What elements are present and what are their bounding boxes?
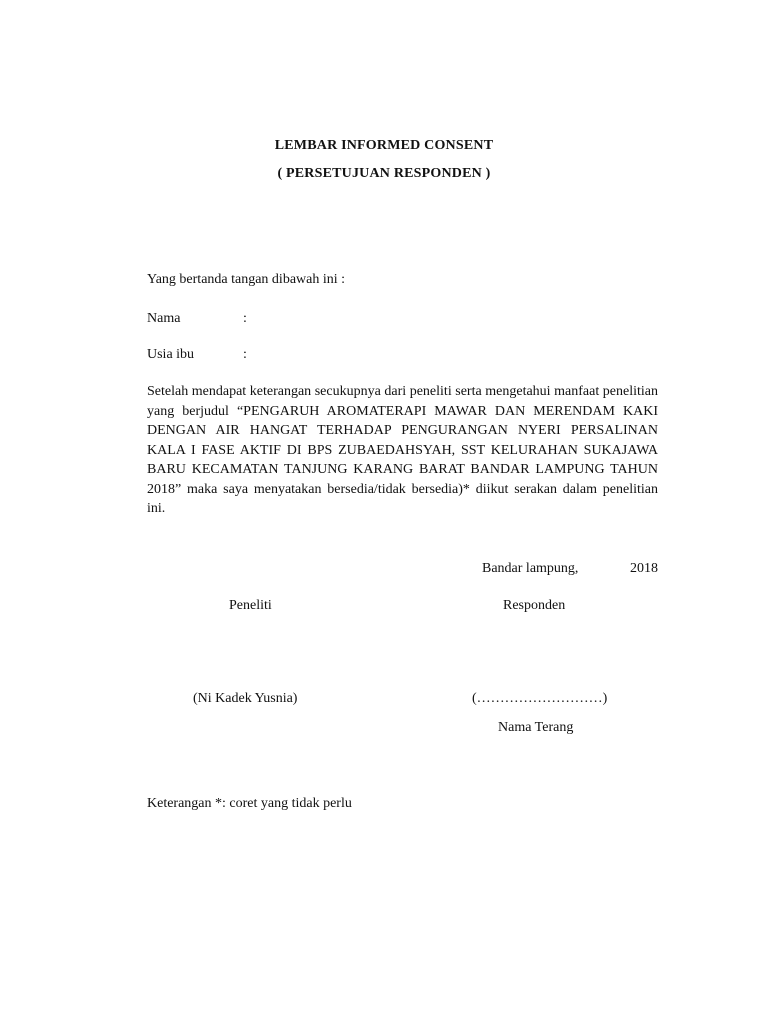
- consent-statement: Setelah mendapat keterangan secukupnya dari peneliti serta mengetahui manfaat penelitian yang berjudul “PENGARUH AROMATERAPI MAWAR DAN MERENDAM KAKI DENGAN AIR HANGAT TERHADAP PENGURANGAN NYERI PERSALINAN KALA I FASE AKTIF DI BPS ZUBAEDAHSYAH, SST KELURAHAN SUKAJAWA BARU KECAMATAN TANJUNG KARANG BARAT BANDAR LAMPUNG TAHUN 2018” maka saya menyatakan bersedia/tidak bersedia)* diikut serakan dalam penelitian ini.: [147, 384, 658, 516]
- intro-text: Yang bertanda tangan dibawah ini :: [147, 272, 346, 287]
- nama-terang-label: Nama Terang: [498, 720, 574, 735]
- peneliti-label: Peneliti: [229, 598, 272, 613]
- document-title: LEMBAR INFORMED CONSENT: [274, 138, 494, 153]
- nama-field-row: [147, 311, 247, 327]
- year-text: 2018: [630, 561, 658, 576]
- usia-colon: :: [243, 347, 247, 362]
- usia-field-row: [147, 347, 247, 363]
- nama-colon: :: [243, 311, 247, 326]
- place-text: Bandar lampung,: [482, 561, 579, 576]
- usia-label: Usia ibu: [147, 347, 195, 362]
- place-date: [482, 561, 658, 577]
- document-subtitle: ( PERSETUJUAN RESPONDEN ): [277, 166, 491, 181]
- nama-label: Nama: [147, 311, 181, 326]
- responden-signature-line: (………………………): [472, 691, 608, 706]
- responden-label: Responden: [503, 598, 566, 613]
- footnote: Keterangan *: coret yang tidak perlu: [147, 796, 352, 811]
- peneliti-name: (Ni Kadek Yusnia): [193, 691, 298, 706]
